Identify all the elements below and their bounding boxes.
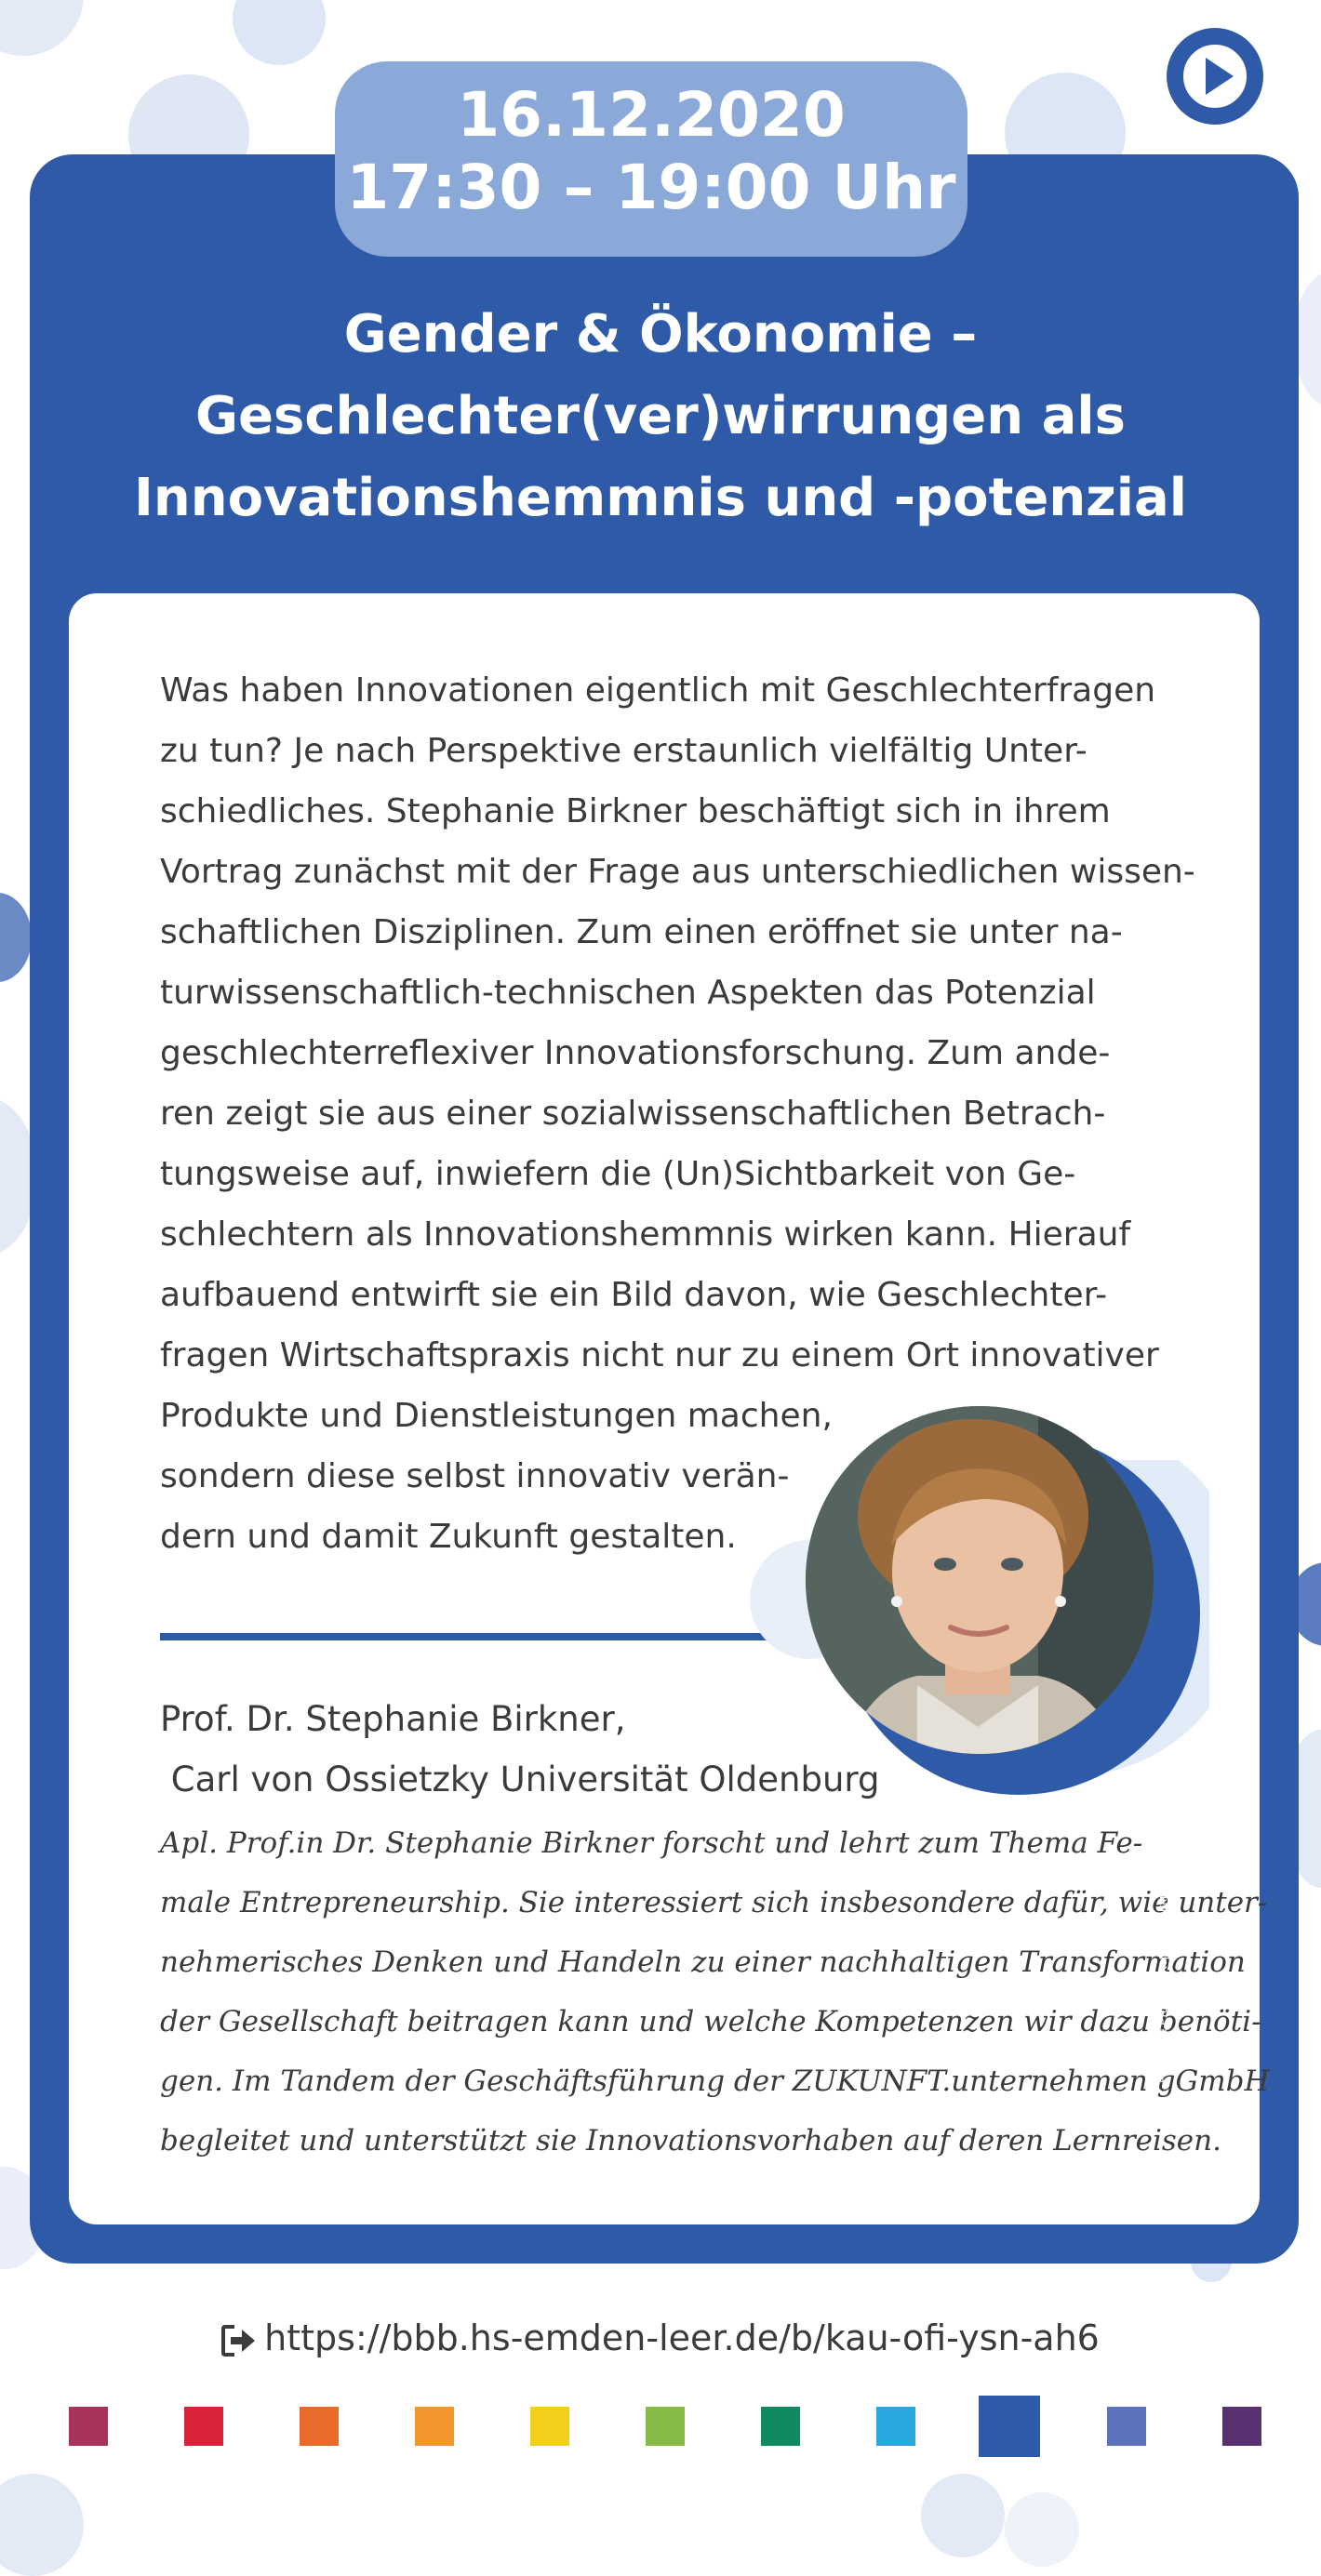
date-badge <box>335 61 967 257</box>
color-square <box>876 2407 915 2446</box>
bio-line: begleitet und unterstützt sie Innovationsvorhaben auf deren Lernreisen. <box>160 2124 1221 2158</box>
decorative-dot <box>0 0 84 56</box>
bio-line: nehmerisches Denken und Handeln zu einer nachhaltigen Transformation <box>160 1945 1246 1979</box>
color-square <box>646 2407 685 2446</box>
abstract-line: schaftlichen Disziplinen. Zum einen eröffnet sie unter na- <box>160 913 1123 951</box>
decorative-dot <box>233 0 326 65</box>
speaker-affiliation: Carl von Ossietzky Universität Oldenburg <box>160 1759 880 1799</box>
decorative-dot <box>0 2474 84 2576</box>
speaker-name: Prof. Dr. Stephanie Birkner, <box>160 1699 626 1739</box>
color-square <box>1107 2407 1146 2446</box>
abstract-line: sondern diese selbst innovativ verän- <box>160 1457 790 1495</box>
decorative-dot <box>921 2474 1005 2557</box>
abstract-line: Produkte und Dienstleistungen machen, <box>160 1397 833 1435</box>
meeting-link-row <box>0 2310 1321 2366</box>
title-line: Gender & Ökonomie – <box>343 304 978 365</box>
abstract-line: zu tun? Je nach Perspektive erstaunlich vielfältig Unter- <box>160 732 1087 770</box>
abstract-line: schlechtern als Innovationshemmnis wirken kann. Hierauf <box>160 1215 1131 1254</box>
abstract-line: geschlechterreflexiver Innovationsforschung. Zum ande- <box>160 1034 1111 1072</box>
abstract-line: tungsweise auf, inwiefern die (Un)Sichtbarkeit von Ge- <box>160 1155 1076 1193</box>
decorative-dot <box>0 893 32 982</box>
bio-line: gen. Im Tandem der Geschäftsführung der ZUKUNFT.unternehmen gGmbH <box>160 2065 1270 2098</box>
speaker-bio <box>160 1813 1270 2171</box>
external-link-arrow-icon <box>221 2325 257 2357</box>
abstract-line: aufbauend entwirft sie ein Bild davon, wie Geschlechter- <box>160 1276 1108 1314</box>
color-square <box>1222 2407 1261 2446</box>
color-square <box>184 2407 223 2446</box>
bio-line: Apl. Prof.in Dr. Stephanie Birkner forscht und lehrt zum Thema Fe- <box>160 1826 1143 1860</box>
bio-line: der Gesellschaft beitragen kann und welche Kompetenzen wir dazu benöti- <box>160 2005 1261 2038</box>
title-line: Innovationshemmnis und -potenzial <box>134 468 1187 528</box>
abstract-line: schiedliches. Stephanie Birkner beschäftigt sich in ihrem <box>160 792 1111 830</box>
abstract-line: fragen Wirtschaftspraxis nicht nur zu einem Ort innovativer <box>160 1336 1159 1374</box>
photo-credit: Fotografie Prof. Dr. Stephanie Birkner · © Grep GmbH <box>1155 1793 1169 2083</box>
meeting-link[interactable]: https://bbb.hs-emden-leer.de/b/kau-ofi-ysn-ah6 <box>264 2317 1100 2358</box>
event-title <box>74 294 1247 539</box>
event-time: 17:30 – 19:00 Uhr <box>346 152 956 223</box>
abstract-line: Was haben Innovationen eigentlich mit Geschlechterfragen <box>160 671 1156 710</box>
color-square <box>761 2407 800 2446</box>
bio-line: male Entrepreneurship. Sie interessiert sich insbesondere dafür, wie unter- <box>160 1886 1268 1919</box>
color-square <box>415 2407 454 2446</box>
title-line: Geschlechter(ver)wirrungen als <box>195 386 1126 446</box>
abstract-line: Vortrag zunächst mit der Frage aus unterschiedlichen wissen- <box>160 853 1195 891</box>
abstract-line: ren zeigt sie aus einer sozialwissenschaftlichen Betrach- <box>160 1095 1106 1133</box>
speaker-info <box>160 1689 1090 1810</box>
color-square <box>69 2407 108 2446</box>
event-date: 16.12.2020 <box>457 79 846 151</box>
color-square <box>300 2407 339 2446</box>
decorative-dot <box>1005 2492 1079 2567</box>
play-button[interactable] <box>1167 28 1263 125</box>
color-square <box>979 2396 1040 2457</box>
color-square <box>530 2407 569 2446</box>
play-triangle-icon <box>1206 58 1234 95</box>
abstract-line: dern und damit Zukunft gestalten. <box>160 1518 737 1556</box>
abstract-line: turwissenschaftlich-technischen Aspekten das Potenzial <box>160 974 1096 1012</box>
